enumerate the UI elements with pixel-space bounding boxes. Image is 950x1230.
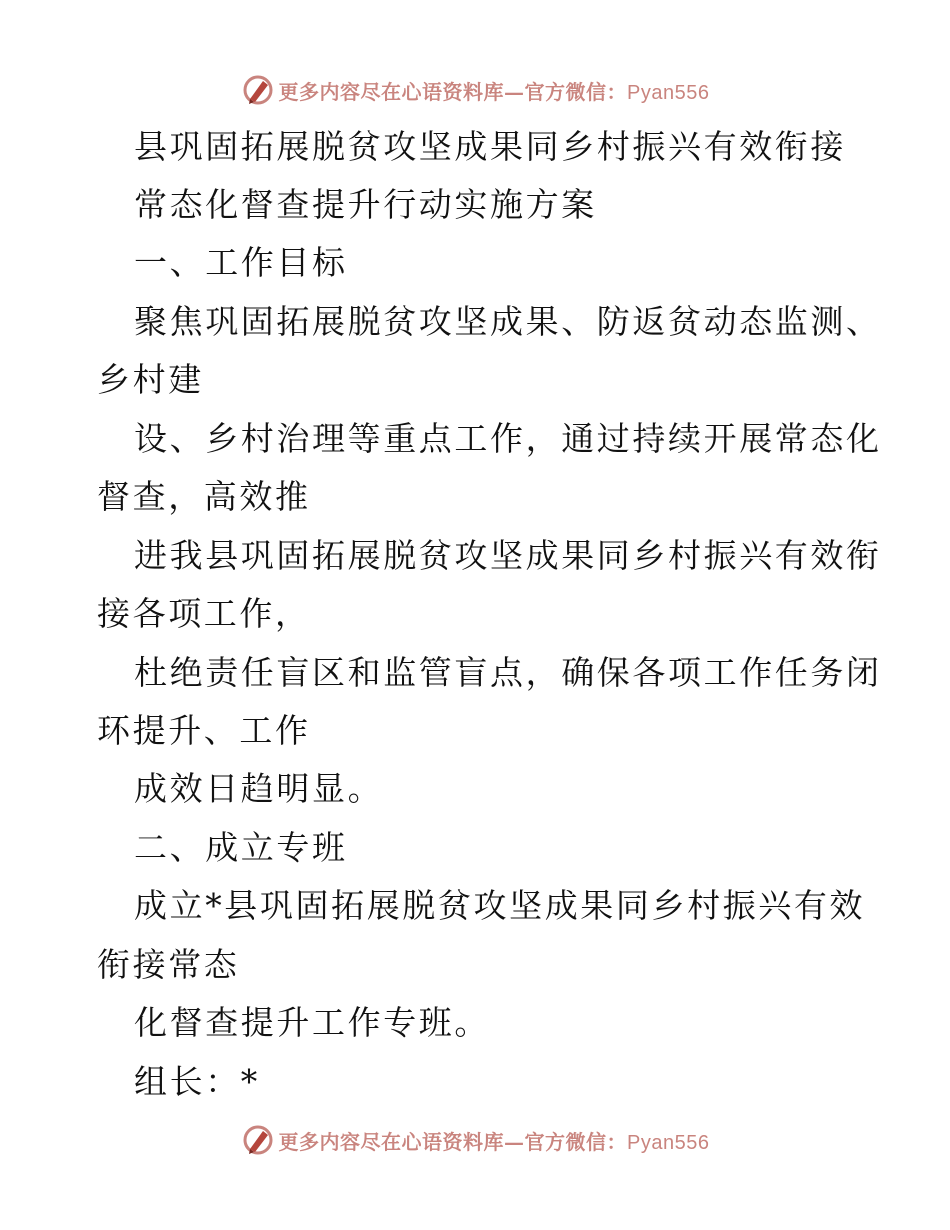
paragraph-line: 督查，高效推 bbox=[97, 477, 311, 516]
paragraph-line: 乡村建 bbox=[97, 360, 204, 399]
watermark-wechat-label: 官方微信： bbox=[524, 1129, 628, 1154]
paragraph-line: 组长：* bbox=[134, 1062, 260, 1101]
paragraph-line: 成效日趋明显。 bbox=[134, 769, 384, 808]
paragraph-line: 接各项工作， bbox=[97, 594, 311, 633]
watermark-text bbox=[279, 1126, 710, 1155]
paragraph-line: 杜绝责任盲区和监管盲点，确保各项工作任务闭 bbox=[134, 653, 882, 692]
paragraph-line: 进我县巩固拓展脱贫攻坚成果同乡村振兴有效衔 bbox=[134, 536, 882, 575]
paragraph-line: 衔接常态 bbox=[97, 945, 240, 984]
footer-watermark bbox=[0, 1120, 950, 1160]
paragraph-line: 设、乡村治理等重点工作，通过持续开展常态化 bbox=[134, 419, 882, 458]
watermark-wechat-id: Pyan556 bbox=[627, 81, 710, 104]
paragraph-line: 成立*县巩固拓展脱贫攻坚成果同乡村振兴有效 bbox=[134, 886, 866, 925]
watermark-site-name: 更多内容尽在心语资料库 bbox=[278, 79, 505, 104]
watermark-site-name: 更多内容尽在心语资料库 bbox=[278, 1129, 505, 1154]
document-title-line-2: 常态化督查提升行动实施方案 bbox=[134, 185, 597, 224]
watermark-text bbox=[279, 76, 710, 105]
section-heading-task-force: 二、成立专班 bbox=[134, 828, 348, 867]
watermark-dash: — bbox=[504, 1129, 525, 1154]
paragraph-line: 化督查提升工作专班。 bbox=[134, 1003, 490, 1042]
pen-logo-icon bbox=[241, 1123, 275, 1157]
pen-logo-icon bbox=[241, 73, 275, 107]
document-title-line-1: 县巩固拓展脱贫攻坚成果同乡村振兴有效衔接 bbox=[134, 127, 846, 166]
header-watermark bbox=[0, 70, 950, 110]
paragraph-line: 聚焦巩固拓展脱贫攻坚成果、防返贫动态监测、 bbox=[134, 302, 882, 341]
section-heading-goals: 一、工作目标 bbox=[134, 243, 348, 282]
watermark-wechat-id: Pyan556 bbox=[627, 1131, 710, 1154]
paragraph-line: 环提升、工作 bbox=[97, 711, 311, 750]
watermark-dash: — bbox=[504, 79, 525, 104]
watermark-wechat-label: 官方微信： bbox=[524, 79, 628, 104]
